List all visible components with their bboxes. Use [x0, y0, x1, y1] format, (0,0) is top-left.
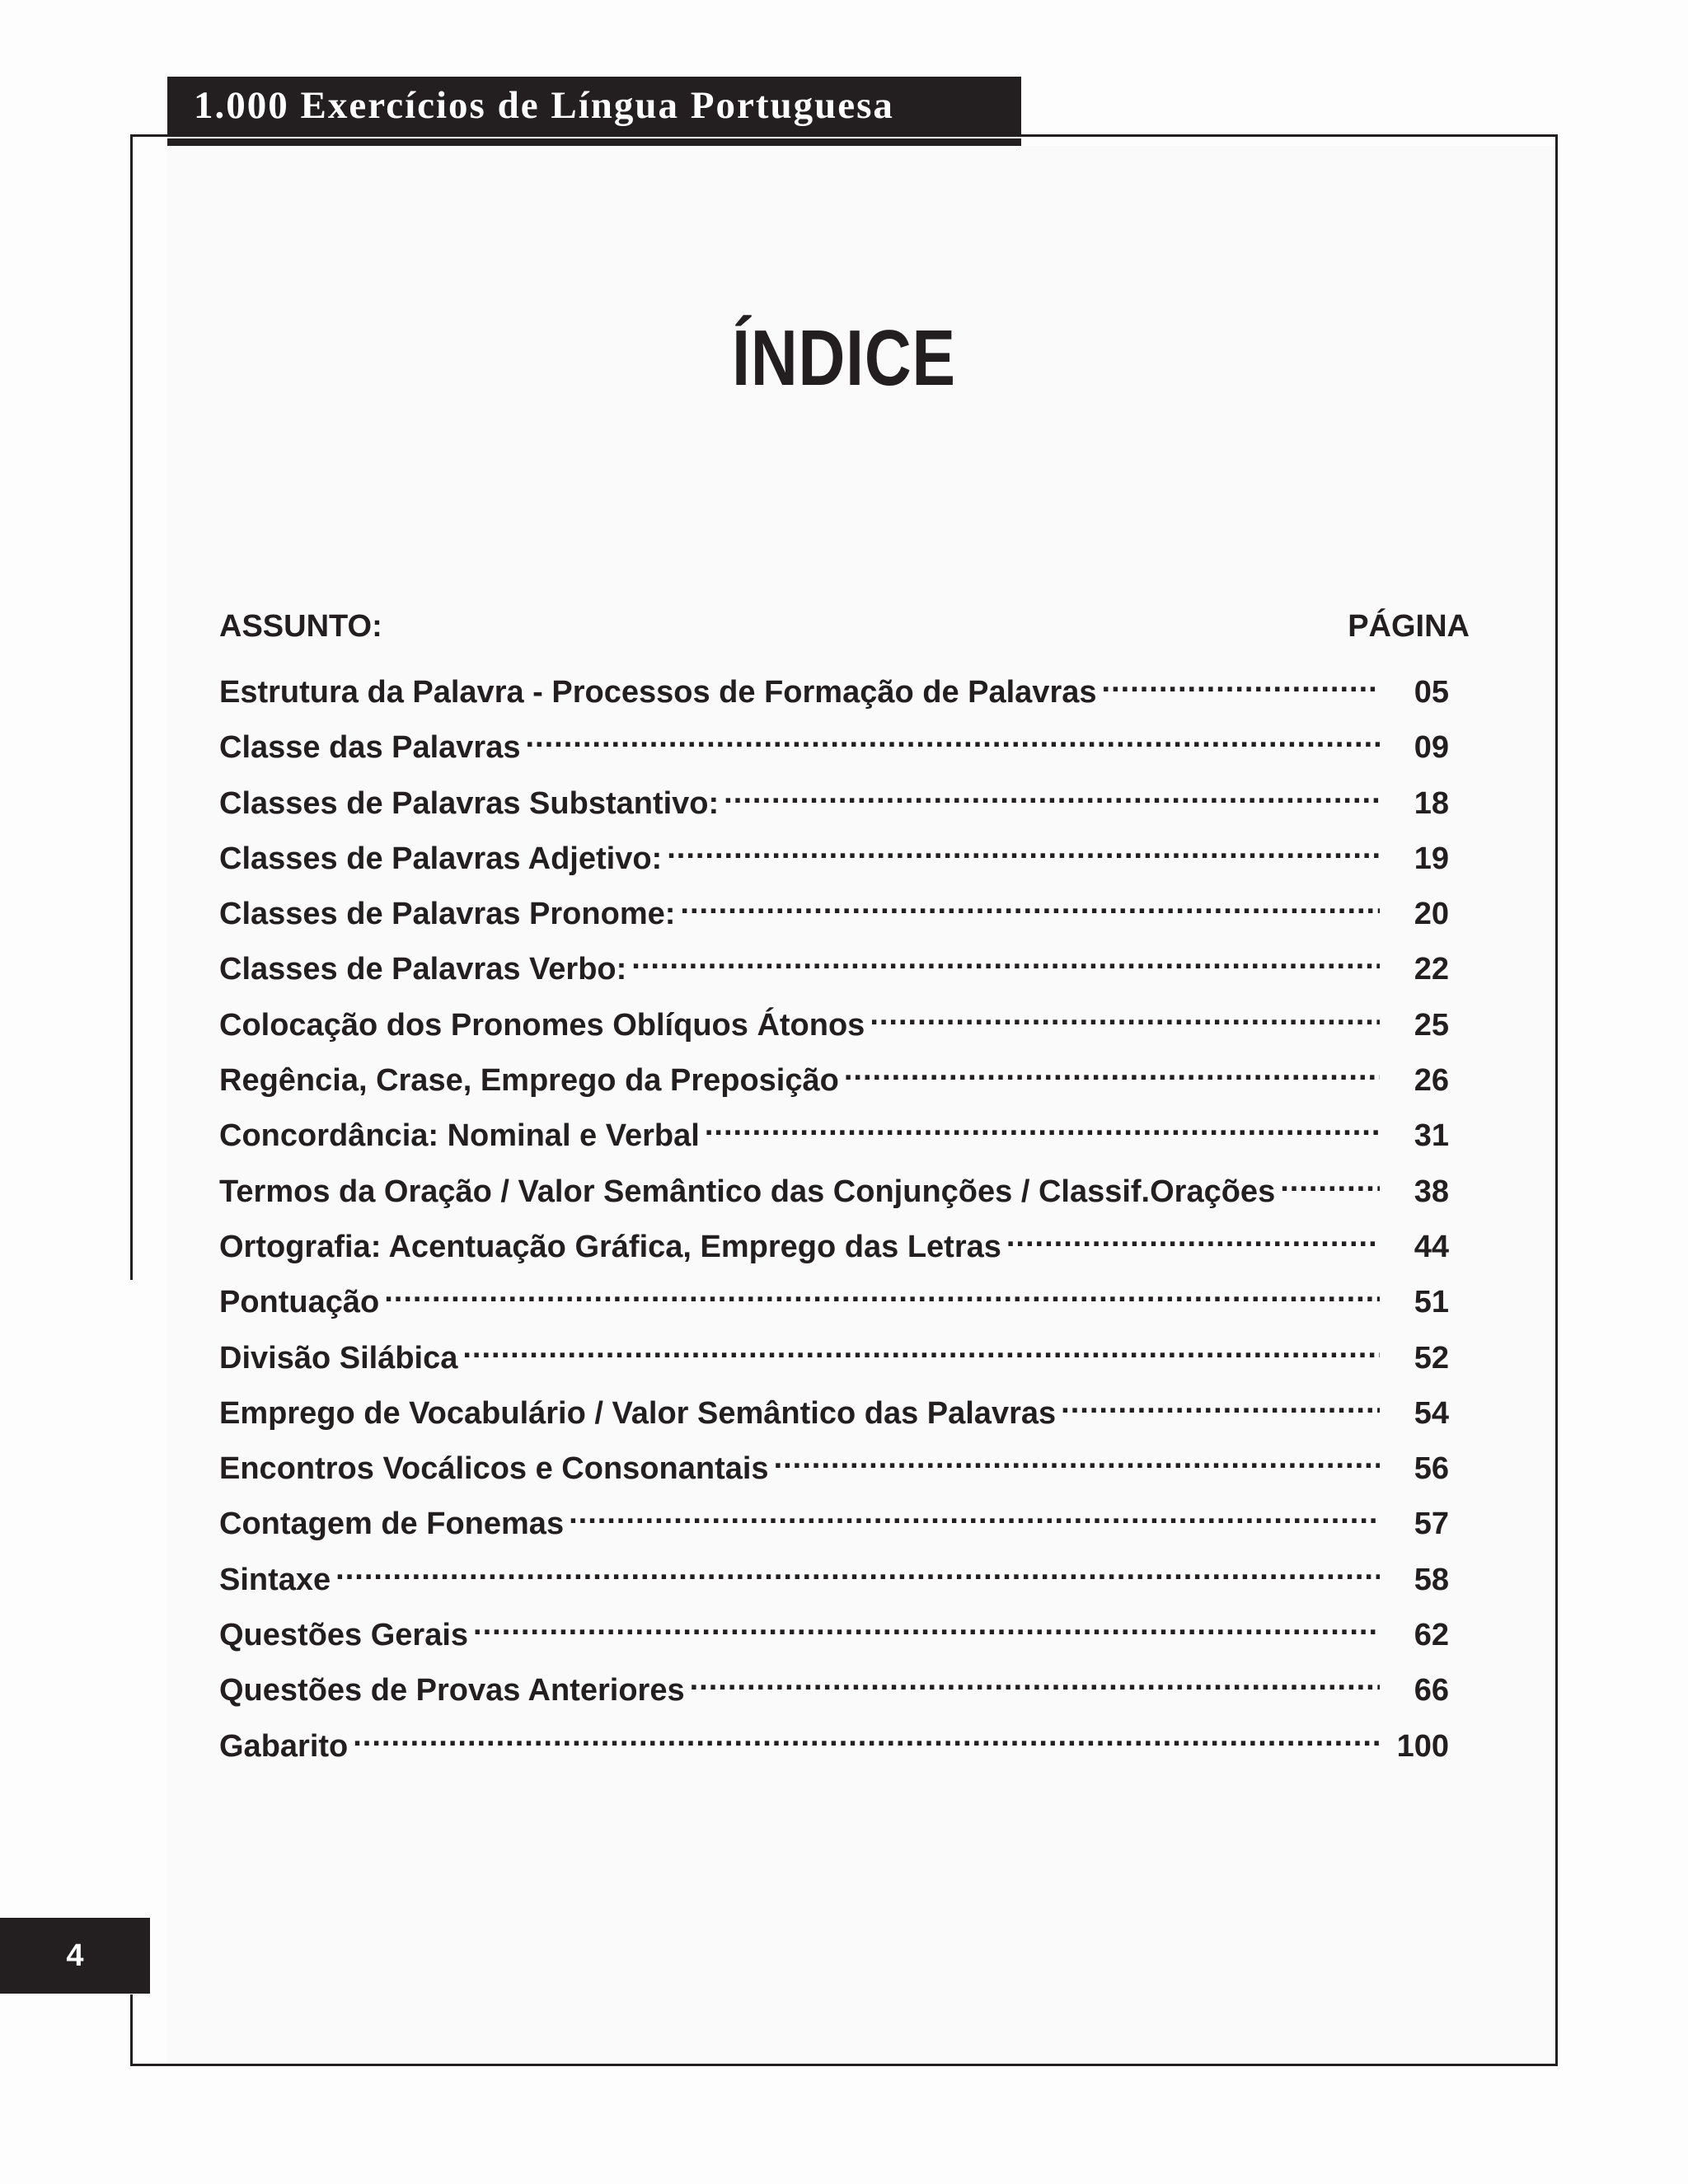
frame-border-bottom [130, 2064, 1558, 2066]
toc-dot-leader [844, 1049, 1380, 1090]
toc-entry[interactable] [219, 883, 1449, 938]
toc-dot-leader [724, 772, 1380, 813]
frame-border-top [130, 134, 1558, 137]
toc-entry-topic: Questões de Provas Anteriores [219, 1673, 685, 1708]
toc-entry-page: 09 [1414, 730, 1449, 766]
toc-entry-topic: Divisão Silábica [219, 1340, 458, 1376]
toc-entry[interactable] [219, 1160, 1449, 1216]
toc-dot-leader [569, 1493, 1380, 1534]
toc-entry[interactable] [219, 716, 1449, 771]
toc-entry-page: 05 [1414, 675, 1449, 710]
toc-entry[interactable] [219, 1049, 1449, 1104]
toc-entry-topic: Emprego de Vocabulário / Valor Semântico das Palavras [219, 1395, 1057, 1431]
toc-dot-leader [774, 1437, 1380, 1479]
toc-entry[interactable] [219, 1437, 1449, 1493]
toc-entry-topic: Ortografia: Acentuação Gráfica, Emprego das Letras [219, 1229, 1001, 1264]
toc-dot-leader [631, 938, 1380, 979]
toc-entry-topic: Classes de Palavras Substantivo: [219, 785, 720, 821]
toc-entry[interactable] [219, 1104, 1449, 1160]
toc-dot-leader [1006, 1216, 1380, 1257]
toc-dot-leader [473, 1604, 1380, 1645]
toc-entry-page: 54 [1414, 1395, 1449, 1431]
page-number: 4 [0, 1918, 150, 1994]
toc-entry-topic: Colocação dos Pronomes Oblíquos Átonos [219, 1007, 865, 1043]
toc-entry-page: 56 [1414, 1451, 1449, 1487]
frame-border-left-upper [130, 134, 133, 1280]
toc-entry[interactable] [219, 661, 1449, 716]
toc-entry-page: 57 [1414, 1507, 1449, 1542]
toc-entry-topic: Classe das Palavras [219, 730, 521, 766]
toc-entry-topic: Sintaxe [219, 1562, 331, 1597]
toc-entry-topic: Classes de Palavras Pronome: [219, 897, 676, 932]
toc-dot-leader [462, 1327, 1380, 1368]
toc-entry-topic: Contagem de Fonemas [219, 1507, 565, 1542]
toc-entry-topic: Regência, Crase, Emprego da Preposição [219, 1063, 839, 1099]
toc-entry[interactable] [219, 827, 1449, 883]
toc-entry-page: 52 [1414, 1340, 1449, 1376]
toc-entry-page: 20 [1414, 897, 1449, 932]
toc-entry-topic: Pontuação [219, 1285, 380, 1320]
toc-dot-leader [1061, 1382, 1380, 1423]
toc-entry-page: 31 [1414, 1118, 1449, 1154]
toc-entry-page: 58 [1414, 1562, 1449, 1597]
toc-entry-page: 25 [1414, 1007, 1449, 1043]
toc-dot-leader [335, 1549, 1380, 1590]
toc-dot-leader [384, 1271, 1380, 1312]
toc-entry-topic: Termos da Oração / Valor Semântico das Conjunções / Classif.Orações [219, 1174, 1276, 1209]
toc-entry-topic: Concordância: Nominal e Verbal [219, 1118, 700, 1154]
book-title-banner: 1.000 Exercícios de Língua Portuguesa [167, 77, 1021, 134]
toc-entry-page: 22 [1414, 952, 1449, 987]
toc-dot-leader [680, 883, 1380, 924]
frame-border-left-lower [130, 1994, 133, 2066]
toc-dot-leader [1102, 661, 1380, 702]
toc-entry[interactable] [219, 1382, 1449, 1437]
toc-dot-leader [1280, 1160, 1380, 1202]
toc-entry[interactable] [219, 1216, 1449, 1271]
toc-entry[interactable] [219, 994, 1449, 1049]
toc-entry-topic: Classes de Palavras Verbo: [219, 952, 627, 987]
toc-topic-column-header: ASSUNTO: [219, 609, 382, 644]
toc-entry[interactable] [219, 1493, 1449, 1548]
toc-entry-topic: Classes de Palavras Adjetivo: [219, 841, 663, 876]
toc-page-column-header: PÁGINA [1348, 609, 1470, 644]
toc-entry-page: 100 [1396, 1728, 1449, 1764]
toc-column-headers [219, 606, 1470, 647]
toc-entry[interactable] [219, 1327, 1449, 1382]
toc-entry-page: 38 [1414, 1174, 1449, 1209]
toc-entry-page: 19 [1414, 841, 1449, 876]
toc-entry[interactable] [219, 1549, 1449, 1604]
toc-dot-leader [526, 716, 1381, 757]
toc-dot-leader [870, 994, 1380, 1035]
toc-entry-page: 18 [1414, 785, 1449, 821]
toc-entry-page: 44 [1414, 1229, 1449, 1264]
toc-entry-page: 51 [1414, 1285, 1449, 1320]
toc-dot-leader [705, 1104, 1380, 1146]
table-of-contents [219, 661, 1449, 1770]
toc-dot-leader [667, 827, 1380, 869]
toc-entry[interactable] [219, 938, 1449, 993]
toc-entry-topic: Estrutura da Palavra - Processos de Formação de Palavras [219, 675, 1097, 710]
toc-dot-leader [353, 1715, 1380, 1756]
toc-entry-topic: Questões Gerais [219, 1618, 469, 1653]
page-title: ÍNDICE [732, 314, 956, 402]
toc-entry-topic: Gabarito [219, 1728, 349, 1764]
toc-entry-page: 62 [1414, 1618, 1449, 1653]
toc-entry-topic: Encontros Vocálicos e Consonantais [219, 1451, 769, 1487]
toc-entry[interactable] [219, 1715, 1449, 1770]
toc-entry[interactable] [219, 1604, 1449, 1659]
toc-entry[interactable] [219, 1271, 1449, 1326]
toc-entry-page: 66 [1414, 1673, 1449, 1708]
toc-dot-leader [690, 1659, 1380, 1700]
toc-entry[interactable] [219, 1659, 1449, 1714]
toc-entry-page: 26 [1414, 1063, 1449, 1099]
banner-underline [167, 138, 1021, 146]
frame-border-right [1555, 134, 1558, 2066]
toc-entry[interactable] [219, 772, 1449, 827]
